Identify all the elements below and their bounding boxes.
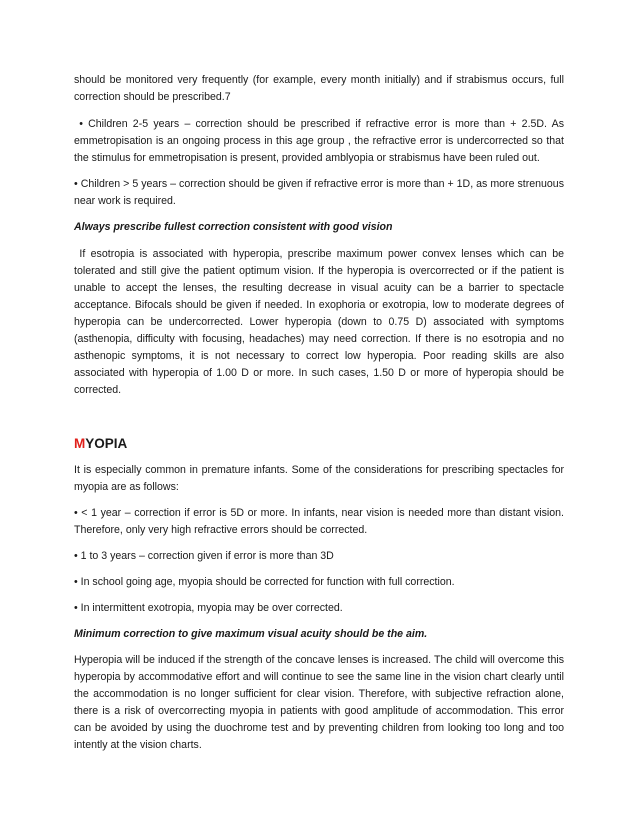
emphasis-fullest-correction: Always prescribe fullest correction consistent with good vision: [74, 221, 393, 233]
bullet-children-over-5: • Children > 5 years – correction should be given if refractive error is more than + 1D, as more strenuous near work is required.: [74, 178, 564, 207]
paragraph-induced-hyperopia: Hyperopia will be induced if the strength of the concave lenses is increased. The child will overcome this hyperopia by accommodative effort and will continue to see the same line in the vision chart clearly until the accommodation is no longer sufficient for clear vision. Therefore, with subjective refraction alone, there is a risk of overcorrecting myopia in patients with good amplitude of accommodation. This error can be avoided by using the duochrome test and by preventing children from looking too long and too intently at the vision charts.: [74, 654, 564, 751]
section-heading-myopia: [74, 435, 564, 453]
paragraph-esotropia-hyperopia: If esotropia is associated with hyperopia, prescribe maximum power convex lenses which can be tolerated and still give the patient optimum vision. If the hyperopia is overcorrected or if the patient is unable to accept the lenses, the resulting decrease in visual acuity can be a barrier to spectacle acceptance. Bifocals should be given if needed. In exophoria or exotropia, low to moderate degrees of hyperopia can be undercorrected. Lower hyperopia (down to 0.75 D) associated with symptoms (asthenopia, difficulty with focusing, headaches) may need correction. If there is no esotropia and no asthenopic symptoms, it is not necessary to correct low hyperopia. Poor reading skills are also associated with hyperopia of 1.00 D or more. In such cases, 1.50 D or more of hyperopia should be corrected.: [74, 248, 564, 396]
bullet-1-to-3-years: • 1 to 3 years – correction given if error is more than 3D: [74, 550, 334, 562]
paragraph-myopia-intro: It is especially common in premature infants. Some of the considerations for prescribing spectacles for myopia are as follows:: [74, 464, 564, 493]
emphasis-minimum-correction: Minimum correction to give maximum visual acuity should be the aim.: [74, 628, 428, 640]
bullet-children-2-5: • Children 2-5 years – correction should be prescribed if refractive error is more than + 2.5D. As emmetropisation is an ongoing process in this age group , the refractive error is undercorrected so that the stimulus for emmetropisation is present, provided amblyopia or strabismus have been ruled out.: [74, 118, 564, 164]
document-page: [74, 72, 564, 754]
heading-first-letter: M: [74, 436, 86, 451]
bullet-under-1-year: • < 1 year – correction if error is 5D or more. In infants, near vision is needed more than distant vision. Therefore, only very high refractive errors should be corrected.: [74, 507, 564, 536]
bullet-school-age: • In school going age, myopia should be corrected for function with full correction.: [74, 576, 455, 588]
heading-rest: YOPIA: [85, 436, 128, 451]
paragraph-monitoring: should be monitored very frequently (for example, every month initially) and if strabismus occurs, full correction should be prescribed.7: [74, 74, 564, 103]
bullet-intermittent-exotropia: • In intermittent exotropia, myopia may be over corrected.: [74, 602, 343, 614]
